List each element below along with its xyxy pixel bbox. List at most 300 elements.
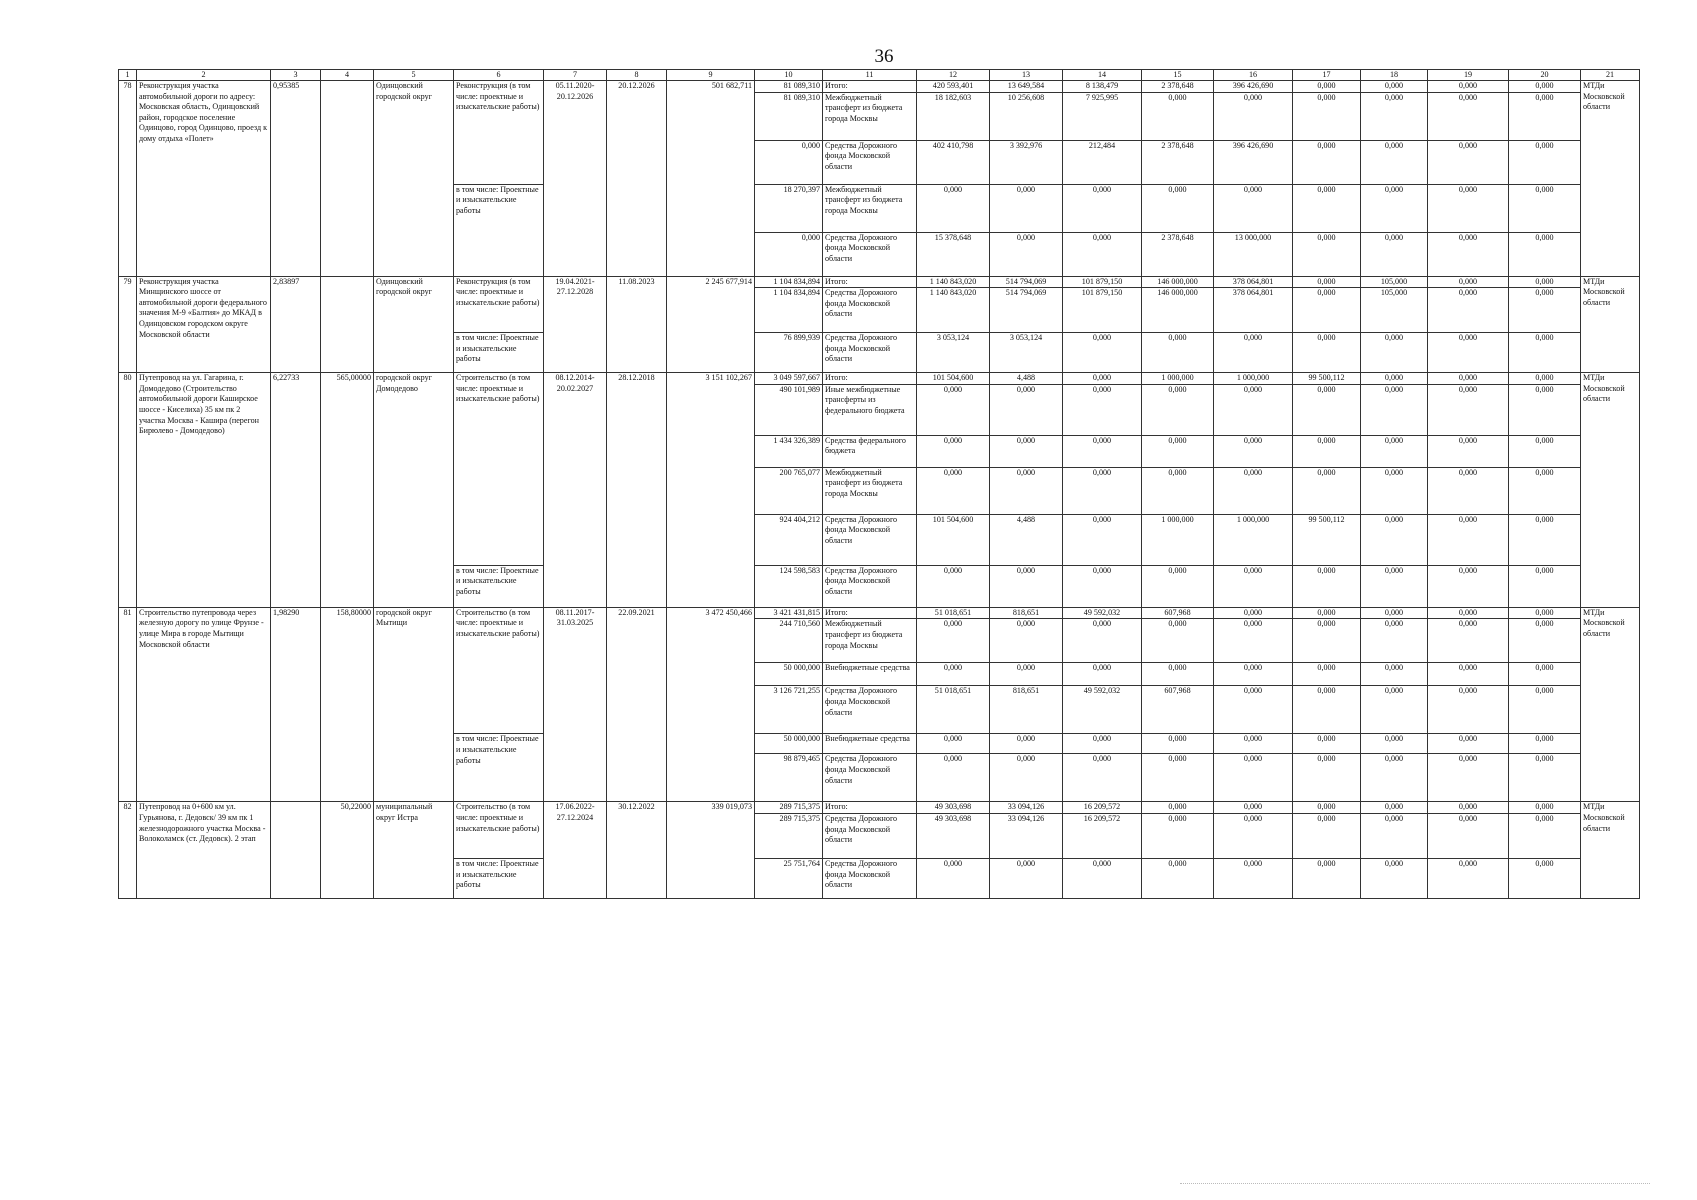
column-header-14: 14: [1063, 70, 1142, 81]
year-amount-15: 0,000: [1142, 92, 1214, 140]
column-header-3: 3: [271, 70, 321, 81]
year-amount-17: 0,000: [1293, 92, 1361, 140]
finance-total: 1 104 834,894: [755, 288, 823, 333]
funding-source: Средства Дорожного фонда Московской области: [823, 813, 917, 858]
year-amount-18: 0,000: [1361, 140, 1428, 184]
funding-source: Средства Дорожного фонда Московской области: [823, 514, 917, 565]
year-amount-12: 3 053,124: [917, 333, 990, 373]
year-amount-19: 0,000: [1428, 373, 1509, 385]
column-header-2: 2: [137, 70, 271, 81]
year-amount-13: 514 794,069: [990, 276, 1063, 288]
estimated-cost: 501 682,711: [667, 81, 755, 277]
year-amount-13: 33 094,126: [990, 813, 1063, 858]
estimated-cost: 3 151 102,267: [667, 373, 755, 608]
year-amount-15: 0,000: [1142, 663, 1214, 686]
year-amount-20: 0,000: [1509, 686, 1581, 734]
year-amount-15: 0,000: [1142, 802, 1214, 814]
year-amount-13: 0,000: [990, 619, 1063, 663]
year-amount-20: 0,000: [1509, 92, 1581, 140]
year-amount-12: 0,000: [917, 467, 990, 514]
funding-source: Межбюджетный трансферт из бюджета города Москвы: [823, 184, 917, 232]
year-amount-20: 0,000: [1509, 384, 1581, 435]
finance-total: 200 765,077: [755, 467, 823, 514]
funding-source: Средства Дорожного фонда Московской области: [823, 686, 917, 734]
row-number: 79: [119, 276, 137, 373]
column-header-5: 5: [374, 70, 454, 81]
year-amount-12: 402 410,798: [917, 140, 990, 184]
year-amount-17: 99 500,112: [1293, 514, 1361, 565]
year-amount-20: 0,000: [1509, 288, 1581, 333]
finance-total: 3 421 431,815: [755, 607, 823, 619]
year-amount-15: 607,968: [1142, 607, 1214, 619]
finance-total: 18 270,397: [755, 184, 823, 232]
year-amount-15: 0,000: [1142, 184, 1214, 232]
length-value: 6,22733: [271, 373, 321, 608]
year-amount-17: 0,000: [1293, 734, 1361, 754]
work-type: в том числе: Проектные и изыскательские работы: [454, 734, 544, 802]
scan-edge-mark: [1180, 1183, 1650, 1184]
year-amount-12: 0,000: [917, 565, 990, 607]
year-amount-13: 4,488: [990, 514, 1063, 565]
estimated-cost: 339 019,073: [667, 802, 755, 899]
year-amount-17: 0,000: [1293, 333, 1361, 373]
construction-period: 08.11.2017-31.03.2025: [544, 607, 607, 802]
year-amount-19: 0,000: [1428, 288, 1509, 333]
work-type: в том числе: Проектные и изыскательские работы: [454, 858, 544, 898]
year-amount-20: 0,000: [1509, 81, 1581, 93]
year-amount-17: 0,000: [1293, 663, 1361, 686]
responsible-executor: МТДи Московской области: [1581, 373, 1640, 608]
year-amount-14: 0,000: [1063, 333, 1142, 373]
year-amount-19: 0,000: [1428, 565, 1509, 607]
year-amount-13: 0,000: [990, 435, 1063, 467]
year-amount-15: 0,000: [1142, 754, 1214, 802]
object-name: Реконструкция участка автомобильной дороги по адресу: Московская область, Одинцовский район, городское поселение Одинцово, город Одинцово, проезд к дому отдыха «Полет»: [137, 81, 271, 277]
year-amount-19: 0,000: [1428, 514, 1509, 565]
funding-source: Средства Дорожного фонда Московской области: [823, 858, 917, 898]
year-amount-18: 0,000: [1361, 232, 1428, 276]
funding-source: Итого:: [823, 373, 917, 385]
work-type: Реконструкция (в том числе: проектные и изыскательские работы): [454, 276, 544, 333]
year-amount-12: 101 504,600: [917, 514, 990, 565]
year-amount-16: 396 426,690: [1214, 81, 1293, 93]
year-amount-15: 1 000,000: [1142, 373, 1214, 385]
year-amount-19: 0,000: [1428, 384, 1509, 435]
year-amount-19: 0,000: [1428, 607, 1509, 619]
year-amount-18: 0,000: [1361, 754, 1428, 802]
year-amount-12: 18 182,603: [917, 92, 990, 140]
year-amount-18: 0,000: [1361, 858, 1428, 898]
year-amount-13: 4,488: [990, 373, 1063, 385]
column-header-10: 10: [755, 70, 823, 81]
year-amount-12: 51 018,651: [917, 686, 990, 734]
finance-total: 244 710,560: [755, 619, 823, 663]
funding-source: Межбюджетный трансферт из бюджета города Москвы: [823, 619, 917, 663]
year-amount-16: 0,000: [1214, 858, 1293, 898]
year-amount-12: 15 378,648: [917, 232, 990, 276]
object-name: Строительство путепровода через железную дорогу по улице Фрунзе - улице Мира в городе Мытищи Московской области: [137, 607, 271, 802]
completion-date: 22.09.2021: [607, 607, 667, 802]
year-amount-14: 0,000: [1063, 734, 1142, 754]
work-type: Строительство (в том числе: проектные и изыскательские работы): [454, 373, 544, 566]
year-amount-19: 0,000: [1428, 184, 1509, 232]
year-amount-18: 0,000: [1361, 333, 1428, 373]
completion-date: 20.12.2026: [607, 81, 667, 277]
work-type: в том числе: Проектные и изыскательские работы: [454, 184, 544, 276]
year-amount-19: 0,000: [1428, 619, 1509, 663]
column-header-9: 9: [667, 70, 755, 81]
district-name: Одинцовский городской округ: [374, 276, 454, 373]
estimated-cost: 3 472 450,466: [667, 607, 755, 802]
year-amount-12: 49 303,698: [917, 813, 990, 858]
year-amount-20: 0,000: [1509, 565, 1581, 607]
year-amount-13: 0,000: [990, 565, 1063, 607]
year-amount-14: 101 879,150: [1063, 288, 1142, 333]
row-number: 82: [119, 802, 137, 899]
year-amount-13: 0,000: [990, 232, 1063, 276]
year-amount-20: 0,000: [1509, 619, 1581, 663]
column-header-21: 21: [1581, 70, 1640, 81]
year-amount-14: 0,000: [1063, 467, 1142, 514]
year-amount-17: 0,000: [1293, 754, 1361, 802]
year-amount-19: 0,000: [1428, 467, 1509, 514]
year-amount-15: 0,000: [1142, 858, 1214, 898]
year-amount-16: 0,000: [1214, 565, 1293, 607]
year-amount-20: 0,000: [1509, 514, 1581, 565]
year-amount-18: 0,000: [1361, 92, 1428, 140]
finance-total: 1 104 834,894: [755, 276, 823, 288]
year-amount-20: 0,000: [1509, 373, 1581, 385]
year-amount-14: 7 925,995: [1063, 92, 1142, 140]
column-header-6: 6: [454, 70, 544, 81]
year-amount-17: 0,000: [1293, 384, 1361, 435]
year-amount-13: 3 392,976: [990, 140, 1063, 184]
year-amount-12: 0,000: [917, 734, 990, 754]
year-amount-18: 105,000: [1361, 288, 1428, 333]
year-amount-18: 0,000: [1361, 184, 1428, 232]
capacity-value: [321, 81, 374, 277]
finance-total: 289 715,375: [755, 813, 823, 858]
year-amount-19: 0,000: [1428, 333, 1509, 373]
year-amount-14: 0,000: [1063, 565, 1142, 607]
year-amount-14: 0,000: [1063, 435, 1142, 467]
year-amount-18: 0,000: [1361, 813, 1428, 858]
year-amount-14: 0,000: [1063, 184, 1142, 232]
year-amount-16: 0,000: [1214, 686, 1293, 734]
year-amount-15: 0,000: [1142, 333, 1214, 373]
column-header-11: 11: [823, 70, 917, 81]
object-name: Путепровод на ул. Гагарина, г. Домодедово (Строительство автомобильной дороги Каширское шоссе - Киселиха) 35 км пк 2 участка Москва - Кашира (перегон Бирюлево - Домодедово): [137, 373, 271, 608]
finance-total: 1 434 326,389: [755, 435, 823, 467]
year-amount-18: 0,000: [1361, 663, 1428, 686]
year-amount-19: 0,000: [1428, 686, 1509, 734]
completion-date: 28.12.2018: [607, 373, 667, 608]
funding-source: Итого:: [823, 276, 917, 288]
year-amount-18: 0,000: [1361, 565, 1428, 607]
year-amount-15: 0,000: [1142, 813, 1214, 858]
year-amount-18: 0,000: [1361, 514, 1428, 565]
year-amount-16: 0,000: [1214, 384, 1293, 435]
year-amount-14: 0,000: [1063, 858, 1142, 898]
year-amount-17: 0,000: [1293, 276, 1361, 288]
table-row: [119, 607, 1640, 619]
table-row: [119, 276, 1640, 288]
year-amount-19: 0,000: [1428, 754, 1509, 802]
district-name: городской округ Домодедово: [374, 373, 454, 608]
column-header-1: 1: [119, 70, 137, 81]
column-header-19: 19: [1428, 70, 1509, 81]
year-amount-19: 0,000: [1428, 802, 1509, 814]
year-amount-18: 0,000: [1361, 435, 1428, 467]
column-header-17: 17: [1293, 70, 1361, 81]
year-amount-20: 0,000: [1509, 184, 1581, 232]
year-amount-19: 0,000: [1428, 734, 1509, 754]
year-amount-17: 0,000: [1293, 565, 1361, 607]
length-value: 0,95385: [271, 81, 321, 277]
year-amount-19: 0,000: [1428, 140, 1509, 184]
year-amount-18: 0,000: [1361, 373, 1428, 385]
completion-date: 30.12.2022: [607, 802, 667, 899]
year-amount-20: 0,000: [1509, 813, 1581, 858]
year-amount-18: 0,000: [1361, 619, 1428, 663]
year-amount-17: 0,000: [1293, 288, 1361, 333]
year-amount-13: 0,000: [990, 754, 1063, 802]
year-amount-14: 49 592,032: [1063, 607, 1142, 619]
year-amount-17: 0,000: [1293, 435, 1361, 467]
year-amount-14: 0,000: [1063, 514, 1142, 565]
year-amount-16: 0,000: [1214, 92, 1293, 140]
year-amount-14: 101 879,150: [1063, 276, 1142, 288]
column-header-15: 15: [1142, 70, 1214, 81]
responsible-executor: МТДи Московской области: [1581, 81, 1640, 277]
year-amount-16: 0,000: [1214, 734, 1293, 754]
finance-total: 3 049 597,667: [755, 373, 823, 385]
finance-total: 98 879,465: [755, 754, 823, 802]
year-amount-15: 2 378,648: [1142, 140, 1214, 184]
object-name: Реконструкция участка Минщинского шоссе от автомобильной дороги федерального значения М-9 «Балтия» до МКАД в Одинцовском городском округе Московской области: [137, 276, 271, 373]
funding-source: Межбюджетный трансферт из бюджета города Москвы: [823, 92, 917, 140]
length-value: [271, 802, 321, 899]
column-header-18: 18: [1361, 70, 1428, 81]
estimated-cost: 2 245 677,914: [667, 276, 755, 373]
length-value: 1,98290: [271, 607, 321, 802]
year-amount-16: 1 000,000: [1214, 373, 1293, 385]
funding-source: Итого:: [823, 81, 917, 93]
funding-source: Итого:: [823, 802, 917, 814]
year-amount-20: 0,000: [1509, 435, 1581, 467]
year-amount-20: 0,000: [1509, 858, 1581, 898]
year-amount-16: 0,000: [1214, 467, 1293, 514]
year-amount-19: 0,000: [1428, 813, 1509, 858]
year-amount-16: 0,000: [1214, 333, 1293, 373]
year-amount-15: 2 378,648: [1142, 81, 1214, 93]
year-amount-13: 13 649,584: [990, 81, 1063, 93]
year-amount-20: 0,000: [1509, 754, 1581, 802]
finance-total: 0,000: [755, 232, 823, 276]
year-amount-18: 105,000: [1361, 276, 1428, 288]
year-amount-17: 0,000: [1293, 619, 1361, 663]
year-amount-17: 0,000: [1293, 686, 1361, 734]
funding-source: Средства Дорожного фонда Московской области: [823, 565, 917, 607]
funding-source: Средства Дорожного фонда Московской области: [823, 232, 917, 276]
funding-source: Средства федерального бюджета: [823, 435, 917, 467]
finance-total: 81 089,310: [755, 92, 823, 140]
finance-total: 25 751,764: [755, 858, 823, 898]
year-amount-20: 0,000: [1509, 607, 1581, 619]
year-amount-13: 818,651: [990, 607, 1063, 619]
year-amount-12: 51 018,651: [917, 607, 990, 619]
year-amount-12: 0,000: [917, 435, 990, 467]
year-amount-19: 0,000: [1428, 858, 1509, 898]
year-amount-12: 0,000: [917, 754, 990, 802]
funding-source: Межбюджетный трансферт из бюджета города Москвы: [823, 467, 917, 514]
responsible-executor: МТДи Московской области: [1581, 607, 1640, 802]
year-amount-16: 396 426,690: [1214, 140, 1293, 184]
year-amount-14: 0,000: [1063, 754, 1142, 802]
year-amount-17: 0,000: [1293, 813, 1361, 858]
finance-total: 124 598,583: [755, 565, 823, 607]
year-amount-17: 99 500,112: [1293, 373, 1361, 385]
year-amount-13: 0,000: [990, 734, 1063, 754]
work-type: в том числе: Проектные и изыскательские работы: [454, 565, 544, 607]
row-number: 78: [119, 81, 137, 277]
year-amount-17: 0,000: [1293, 184, 1361, 232]
finance-total: 76 899,939: [755, 333, 823, 373]
year-amount-16: 0,000: [1214, 813, 1293, 858]
year-amount-12: 49 303,698: [917, 802, 990, 814]
year-amount-19: 0,000: [1428, 663, 1509, 686]
year-amount-15: 0,000: [1142, 384, 1214, 435]
year-amount-16: 0,000: [1214, 754, 1293, 802]
year-amount-20: 0,000: [1509, 276, 1581, 288]
year-amount-14: 0,000: [1063, 232, 1142, 276]
year-amount-17: 0,000: [1293, 858, 1361, 898]
finance-total: 490 101,989: [755, 384, 823, 435]
year-amount-20: 0,000: [1509, 663, 1581, 686]
year-amount-15: 0,000: [1142, 565, 1214, 607]
investment-program-table: [118, 69, 1640, 899]
column-header-12: 12: [917, 70, 990, 81]
length-value: 2,83897: [271, 276, 321, 373]
funding-source: Итого:: [823, 607, 917, 619]
year-amount-17: 0,000: [1293, 467, 1361, 514]
year-amount-16: 0,000: [1214, 184, 1293, 232]
year-amount-19: 0,000: [1428, 232, 1509, 276]
finance-total: 50 000,000: [755, 663, 823, 686]
year-amount-14: 0,000: [1063, 663, 1142, 686]
year-amount-15: 0,000: [1142, 467, 1214, 514]
responsible-executor: МТДи Московской области: [1581, 276, 1640, 373]
year-amount-17: 0,000: [1293, 232, 1361, 276]
year-amount-20: 0,000: [1509, 140, 1581, 184]
district-name: Одинцовский городской округ: [374, 81, 454, 277]
year-amount-12: 420 593,401: [917, 81, 990, 93]
capacity-value: [321, 276, 374, 373]
column-header-20: 20: [1509, 70, 1581, 81]
year-amount-15: 0,000: [1142, 619, 1214, 663]
year-amount-14: 16 209,572: [1063, 802, 1142, 814]
year-amount-15: 1 000,000: [1142, 514, 1214, 565]
column-header-16: 16: [1214, 70, 1293, 81]
year-amount-13: 818,651: [990, 686, 1063, 734]
year-amount-13: 33 094,126: [990, 802, 1063, 814]
year-amount-18: 0,000: [1361, 607, 1428, 619]
year-amount-18: 0,000: [1361, 384, 1428, 435]
year-amount-17: 0,000: [1293, 802, 1361, 814]
table-body: [119, 70, 1640, 899]
object-name: Путепровод на 0+600 км ул. Гурьянова, г. Дедовск/ 39 км пк 1 железнодорожного участка Москва - Волоколамск (ст. Дедовск). 2 этап: [137, 802, 271, 899]
work-type: Реконструкция (в том числе: проектные и изыскательские работы): [454, 81, 544, 185]
year-amount-15: 146 000,000: [1142, 288, 1214, 333]
year-amount-14: 0,000: [1063, 373, 1142, 385]
year-amount-19: 0,000: [1428, 276, 1509, 288]
capacity-value: 158,80000: [321, 607, 374, 802]
year-amount-19: 0,000: [1428, 92, 1509, 140]
year-amount-16: 0,000: [1214, 619, 1293, 663]
district-name: городской округ Мытищи: [374, 607, 454, 802]
year-amount-12: 1 140 843,020: [917, 288, 990, 333]
finance-total: 924 404,212: [755, 514, 823, 565]
table-row: [119, 81, 1640, 93]
year-amount-13: 0,000: [990, 858, 1063, 898]
year-amount-12: 0,000: [917, 858, 990, 898]
funding-source: Внебюджетные средства: [823, 663, 917, 686]
table-row: [119, 802, 1640, 814]
year-amount-12: 0,000: [917, 384, 990, 435]
column-header-4: 4: [321, 70, 374, 81]
year-amount-18: 0,000: [1361, 81, 1428, 93]
year-amount-16: 378 064,801: [1214, 288, 1293, 333]
year-amount-12: 101 504,600: [917, 373, 990, 385]
year-amount-17: 0,000: [1293, 81, 1361, 93]
column-number-row: [119, 70, 1640, 81]
year-amount-12: 0,000: [917, 663, 990, 686]
year-amount-13: 0,000: [990, 384, 1063, 435]
year-amount-12: 0,000: [917, 619, 990, 663]
year-amount-20: 0,000: [1509, 802, 1581, 814]
year-amount-14: 16 209,572: [1063, 813, 1142, 858]
year-amount-14: 49 592,032: [1063, 686, 1142, 734]
work-type: Строительство (в том числе: проектные и изыскательские работы): [454, 802, 544, 859]
funding-source: Средства Дорожного фонда Московской области: [823, 288, 917, 333]
construction-period: 05.11.2020-20.12.2026: [544, 81, 607, 277]
year-amount-13: 0,000: [990, 184, 1063, 232]
year-amount-13: 3 053,124: [990, 333, 1063, 373]
year-amount-14: 0,000: [1063, 384, 1142, 435]
year-amount-16: 0,000: [1214, 802, 1293, 814]
year-amount-15: 607,968: [1142, 686, 1214, 734]
year-amount-12: 0,000: [917, 184, 990, 232]
column-header-13: 13: [990, 70, 1063, 81]
year-amount-18: 0,000: [1361, 802, 1428, 814]
year-amount-13: 514 794,069: [990, 288, 1063, 333]
year-amount-18: 0,000: [1361, 734, 1428, 754]
year-amount-16: 0,000: [1214, 607, 1293, 619]
row-number: 80: [119, 373, 137, 608]
year-amount-14: 8 138,479: [1063, 81, 1142, 93]
capacity-value: 50,22000: [321, 802, 374, 899]
year-amount-13: 10 256,608: [990, 92, 1063, 140]
finance-total: 81 089,310: [755, 81, 823, 93]
year-amount-16: 0,000: [1214, 435, 1293, 467]
column-header-7: 7: [544, 70, 607, 81]
work-type: в том числе: Проектные и изыскательские работы: [454, 333, 544, 373]
year-amount-14: 212,484: [1063, 140, 1142, 184]
page-number: 36: [874, 46, 894, 67]
year-amount-16: 378 064,801: [1214, 276, 1293, 288]
year-amount-20: 0,000: [1509, 467, 1581, 514]
year-amount-15: 0,000: [1142, 435, 1214, 467]
